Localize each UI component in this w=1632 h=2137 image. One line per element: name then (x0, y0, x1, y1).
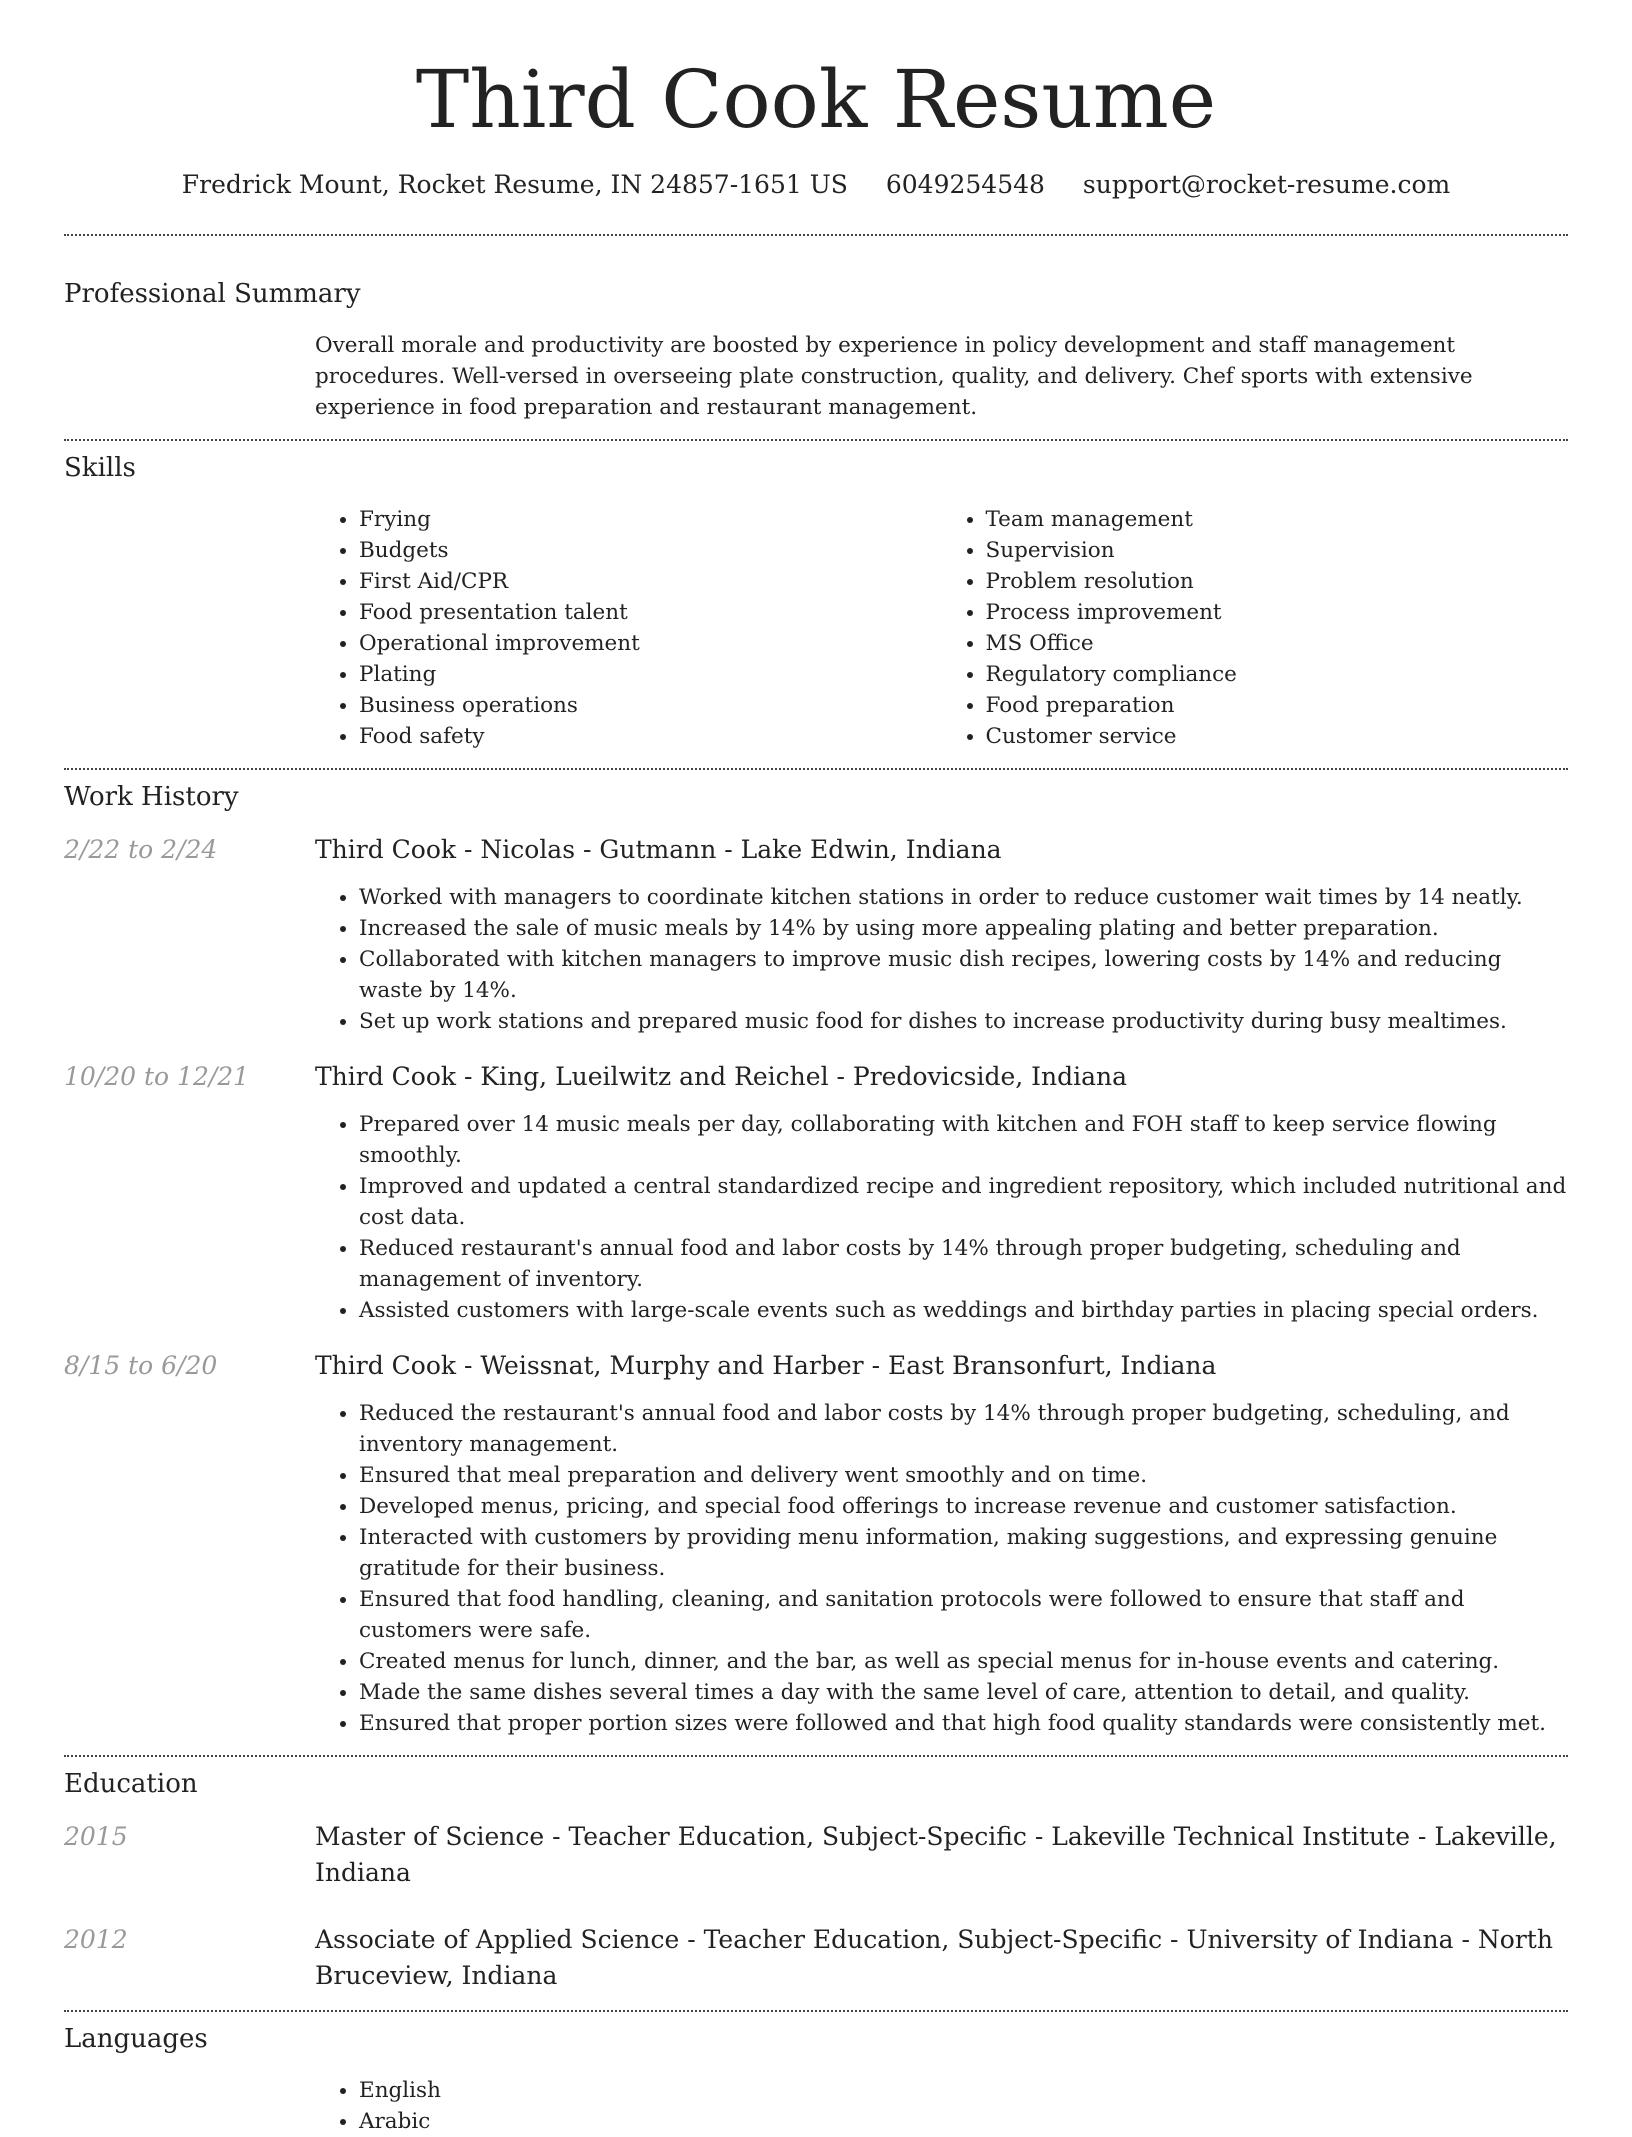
languages-list-wrap (315, 2075, 1568, 2137)
job-entry (64, 1348, 1568, 1739)
skill-item: • Frying (359, 504, 942, 535)
skills-heading: Skills (64, 453, 136, 483)
job-bullet: • Created menus for lunch, dinner, and the bar, as well as special menus for in-house events and catering. (359, 1646, 1568, 1677)
skill-item: • Customer service (986, 721, 1569, 752)
skill-item: • MS Office (986, 628, 1569, 659)
skill-item: • Supervision (986, 535, 1569, 566)
education-title: Master of Science - Teacher Education, Subject-Specific - Lakeville Technical Institute - Lakeville, Indiana (315, 1822, 1557, 1887)
job-bullet: • Ensured that meal preparation and delivery went smoothly and on time. (359, 1460, 1568, 1491)
job-entry (64, 1059, 1568, 1326)
skills-section (64, 451, 1568, 752)
resume-page (64, 0, 1568, 2137)
job-bullet: • Ensured that food handling, cleaning, and sanitation protocols were followed to ensure that staff and customers were safe. (359, 1584, 1568, 1646)
work-section (64, 780, 1568, 1739)
skill-item: • First Aid/CPR (359, 566, 942, 597)
education-entry (64, 1819, 1568, 1891)
divider (64, 439, 1568, 441)
language-item: • Arabic (359, 2106, 1568, 2137)
summary-heading: Professional Summary (64, 279, 361, 309)
job-bullet: • Improved and updated a central standardized recipe and ingredient repository, which included nutritional and cost data. (359, 1171, 1568, 1233)
job-dates: 8/15 to 6/20 (64, 1351, 218, 1380)
job-bullet: • Assisted customers with large-scale events such as weddings and birthday parties in placing special orders. (359, 1295, 1568, 1326)
job-bullet: • Reduced restaurant's annual food and labor costs by 14% through proper budgeting, scheduling and management of inventory. (359, 1233, 1568, 1295)
skill-item: • Regulatory compliance (986, 659, 1569, 690)
summary-section (64, 277, 1568, 423)
education-heading: Education (64, 1769, 198, 1799)
skill-item: • Budgets (359, 535, 942, 566)
job-bullets (315, 1109, 1568, 1326)
divider (64, 2010, 1568, 2012)
job-bullet: • Collaborated with kitchen managers to improve music dish recipes, lowering costs by 14% and reducing waste by 14%. (359, 944, 1568, 1006)
job-dates: 2/22 to 2/24 (64, 835, 218, 864)
job-bullet: • Increased the sale of music meals by 14% by using more appealing plating and better preparation. (359, 913, 1568, 944)
job-title: Third Cook - Nicolas - Gutmann - Lake Edwin, Indiana (315, 835, 1002, 864)
education-section (64, 1767, 1568, 1994)
divider (64, 768, 1568, 770)
languages-list (315, 2075, 1568, 2137)
job-dates: 10/20 to 12/21 (64, 1062, 250, 1091)
job-bullet: • Interacted with customers by providing menu information, making suggestions, and expressing genuine gratitude for their business. (359, 1522, 1568, 1584)
contact-line (64, 168, 1568, 202)
languages-heading: Languages (64, 2024, 208, 2054)
contact-phone: 6049254548 (885, 170, 1045, 199)
job-bullet: • Prepared over 14 music meals per day, collaborating with kitchen and FOH staff to keep service flowing smoothly. (359, 1109, 1568, 1171)
education-entry (64, 1922, 1568, 1994)
job-bullets (315, 882, 1568, 1037)
skills-list-right (942, 504, 1569, 752)
education-year: 2012 (64, 1925, 128, 1954)
divider (64, 1755, 1568, 1757)
contact-email: support@rocket-resume.com (1082, 170, 1451, 199)
resume-title: Third Cook Resume (415, 53, 1217, 146)
job-bullet: • Developed menus, pricing, and special food offerings to increase revenue and customer satisfaction. (359, 1491, 1568, 1522)
work-heading: Work History (64, 782, 239, 812)
language-item: • English (359, 2075, 1568, 2106)
job-bullet: • Made the same dishes several times a day with the same level of care, attention to detail, and quality. (359, 1677, 1568, 1708)
skill-item: • Team management (986, 504, 1569, 535)
contact-address: Fredrick Mount, Rocket Resume, IN 24857-1651 US (181, 170, 848, 199)
job-bullet: • Ensured that proper portion sizes were followed and that high food quality standards were consistently met. (359, 1708, 1568, 1739)
skill-item: • Food safety (359, 721, 942, 752)
skill-item: • Food preparation (986, 690, 1569, 721)
job-title: Third Cook - King, Lueilwitz and Reichel - Predovicside, Indiana (315, 1062, 1128, 1091)
skills-list-left (315, 504, 942, 752)
skill-item: • Process improvement (986, 597, 1569, 628)
skill-item: • Problem resolution (986, 566, 1569, 597)
job-title: Third Cook - Weissnat, Murphy and Harber - East Bransonfurt, Indiana (315, 1351, 1217, 1380)
skill-item: • Food presentation talent (359, 597, 942, 628)
job-bullet: • Set up work stations and prepared music food for dishes to increase productivity during busy mealtimes. (359, 1006, 1568, 1037)
job-bullets (315, 1398, 1568, 1739)
job-bullet: • Reduced the restaurant's annual food and labor costs by 14% through proper budgeting, scheduling, and inventory management. (359, 1398, 1568, 1460)
education-year: 2015 (64, 1822, 128, 1851)
skill-item: • Operational improvement (359, 628, 942, 659)
skill-item: • Business operations (359, 690, 942, 721)
summary-text: Overall morale and productivity are boosted by experience in policy development and staff management procedures. Well-versed in overseeing plate construction, quality, and delivery. Chef sports with extensive experience in food preparation and restaurant management. (315, 333, 1473, 420)
languages-section (64, 2022, 1568, 2137)
skill-item: • Plating (359, 659, 942, 690)
divider (64, 234, 1568, 236)
job-bullet: • Worked with managers to coordinate kitchen stations in order to reduce customer wait times by 14 neatly. (359, 882, 1568, 913)
job-entry (64, 832, 1568, 1037)
skills-grid (315, 504, 1568, 752)
education-title: Associate of Applied Science - Teacher Education, Subject-Specific - University of Indiana - North Bruceview, Indiana (315, 1925, 1553, 1990)
